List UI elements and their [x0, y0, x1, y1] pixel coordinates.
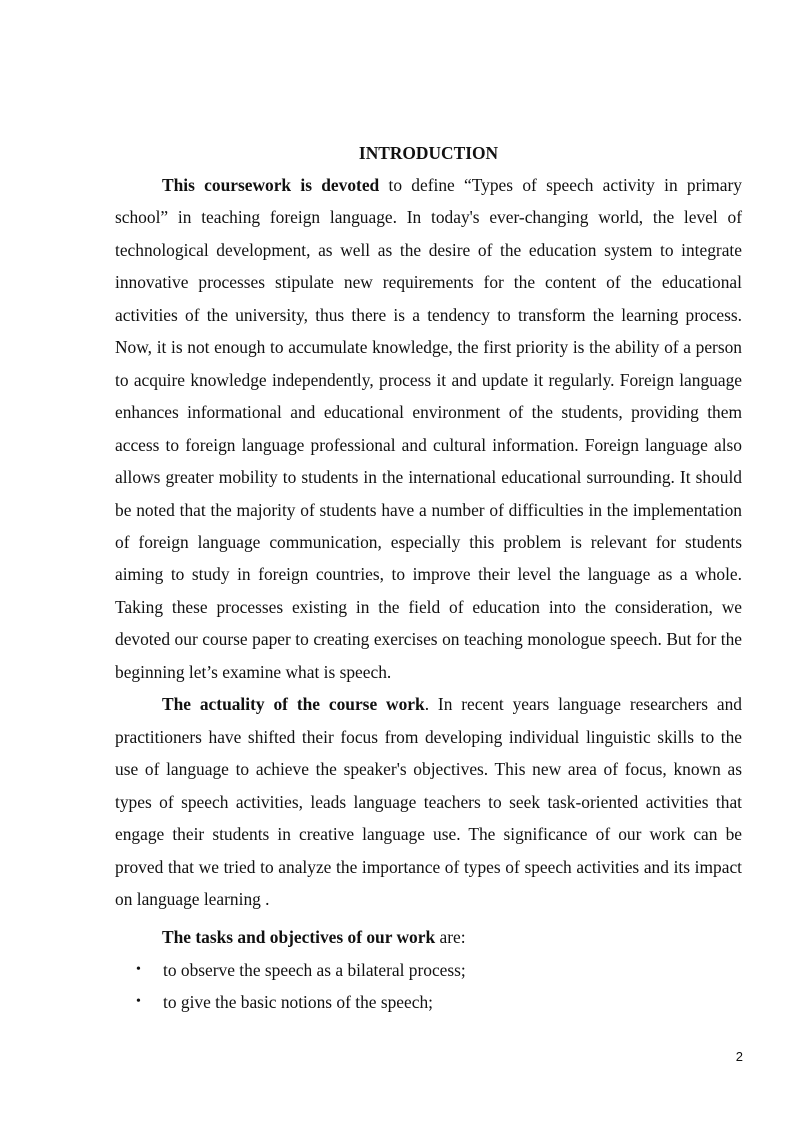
tasks-paragraph-lead: The tasks and objectives of our work [162, 927, 436, 948]
list-item-text: to observe the speech as a bilateral process; [163, 959, 466, 980]
intro-paragraph-lead: This coursework is devoted [162, 175, 380, 195]
tasks-list [115, 954, 742, 1019]
page-number: 2 [735, 1049, 743, 1064]
list-item [115, 954, 742, 986]
bullet-icon: • [136, 994, 141, 1010]
intro-paragraph [115, 169, 742, 688]
page-body [115, 140, 742, 1019]
list-item [115, 986, 742, 1018]
intro-paragraph-text: to define “Types of speech activity in primary school” in teaching foreign language. In today's ever-changing world, the level of technological development, as well as the desire of the education system to integrate innovative processes stipulate new requirements for the content of the educational activities of the university, thus there is a tendency to transform the learning process. Now, it is not enough to accumulate knowledge, the first priority is the ability of a person to acquire knowledge independently, process it and update it regularly. Foreign language enhances informational and educational environment of the students, providing them access to foreign language professional and cultural information. Foreign language also allows greater mobility to students in the international educational surrounding. It should be noted that the majority of students have a number of difficulties in the implementation of foreign language communication, especially this problem is relevant for students aiming to study in foreign countries, to improve their level the language as a whole. Taking these processes existing in the field of education into the consideration, we devoted our course paper to creating exercises on teaching monologue speech. But for the beginning let’s examine what is speech. [115, 175, 742, 682]
actuality-paragraph [115, 688, 742, 915]
actuality-paragraph-lead: The actuality of the course work [162, 694, 425, 715]
list-item-text: to give the basic notions of the speech; [163, 992, 433, 1013]
tasks-paragraph [115, 921, 742, 953]
tasks-paragraph-text: are: [435, 927, 466, 948]
actuality-paragraph-text: . In recent years language researchers and practitioners have shifted their focus from developing individual linguistic skills to the use of language to achieve the speaker's objectives. This new area of focus, known as types of speech activities, leads language teachers to seek task-oriented activities that engage their students in creative language use. The significance of our work can be proved that we tried to analyze the importance of types of speech activities and its impact on language learning . [115, 694, 742, 909]
page-title: INTRODUCTION [358, 143, 499, 163]
bullet-icon: • [136, 961, 141, 977]
